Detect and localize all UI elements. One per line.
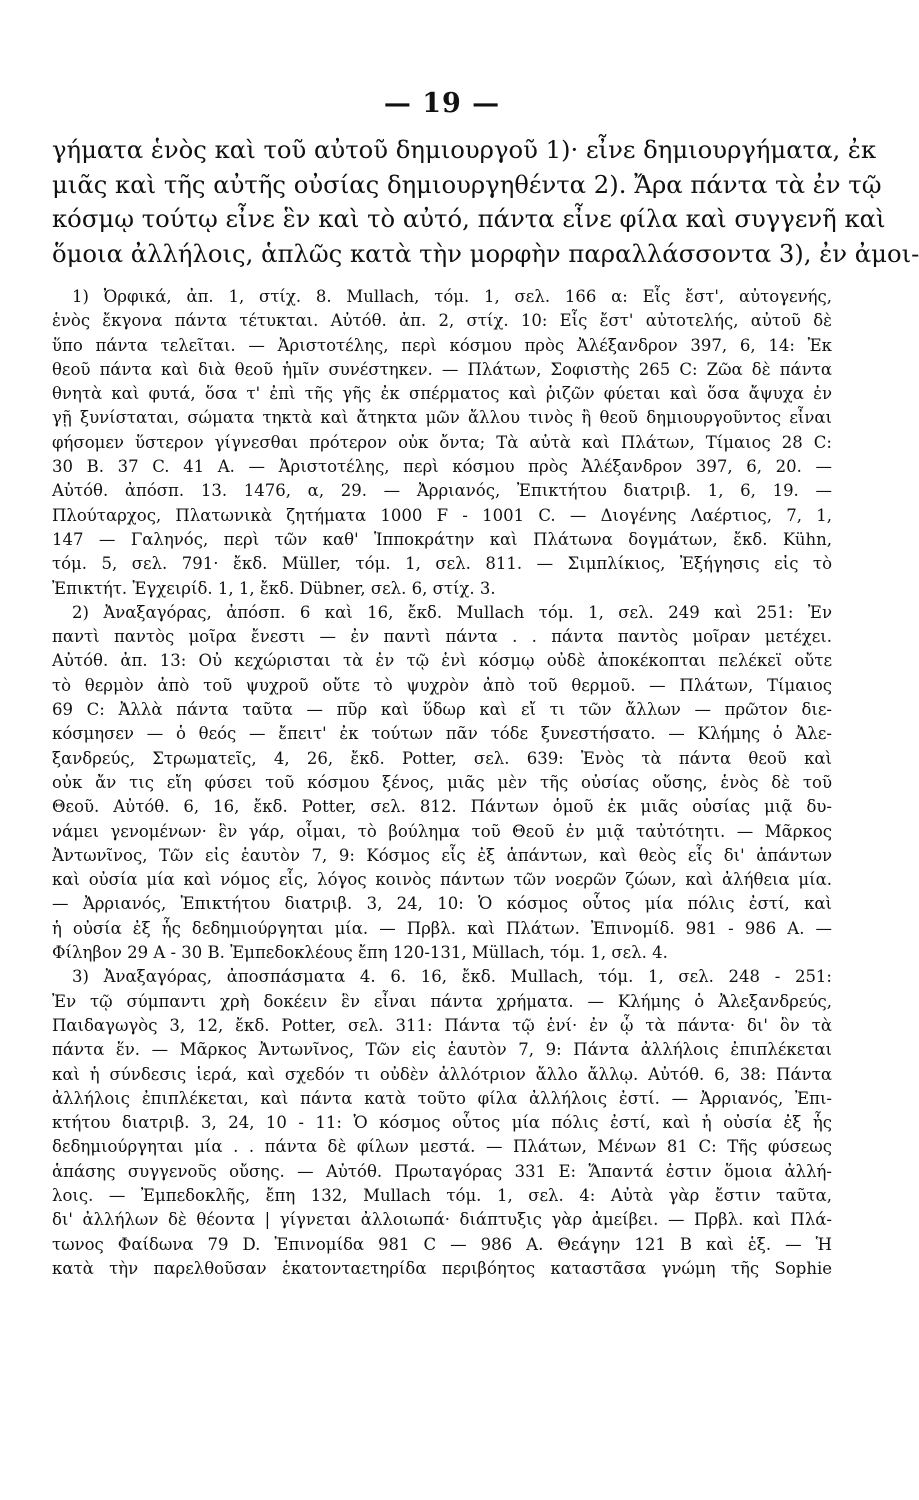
footnote-start-line: 3) Ἀναξαγόρας, ἀποσπάσματα 4. 6. 16, ἔκδ. Mullach, τόμ. 1, σελ. 248 - 251: (72, 967, 832, 987)
footnote-line: πάντα ἕν. — Μᾶρκος Ἀντωνῖνος, Τῶν εἰς ἑαυτὸν 7, 9: Πάντα ἀλλήλοις ἐπιπλέκεται (52, 1040, 832, 1060)
footnote-line: κατὰ τὴν παρελθοῦσαν ἑκατονταετηρίδα περιβόητος καταστᾶσα γνώμη τῆς Sophie (52, 1258, 832, 1278)
page-number: — 19 — (383, 88, 501, 119)
footnote-line: κτήτου διατριβ. 3, 24, 10 - 11: Ὁ κόσμος οὗτος μία πόλις ἐστί, καὶ ἡ οὐσία ἐξ ἧς (52, 1113, 832, 1133)
footnote-line: τόμ. 5, σελ. 791· ἔκδ. Müller, τόμ. 1, σελ. 811. — Σιμπλίκιος, Ἐξήγησις εἰς τὸ (52, 554, 832, 574)
footnote-line: — Ἀρριανός, Ἐπικτήτου διατριβ. 3, 24, 10: Ὁ κόσμος οὗτος μία πόλις ἐστί, καὶ (52, 894, 832, 914)
footnote-line: ἡ οὐσία ἐξ ἧς δεδημιούργηται μία. — Πρβλ. καὶ Πλάτων. Ἐπινομίδ. 981 - 986 A. — (52, 918, 832, 938)
footnote-line: λοις. — Ἐμπεδοκλῆς, ἔπη 132, Mullach τόμ. 1, σελ. 4: Αὐτὰ γὰρ ἔστιν ταῦτα, (52, 1185, 832, 1205)
text-line: μιᾶς καὶ τῆς αὐτῆς οὐσίας δημιουργηθέντα 2). Ἄρα πάντα τὰ ἐν τῷ (52, 169, 882, 199)
footnote-line: ἑνὸς ἔκγονα πάντα τέτυκται. Αὐτόθ. ἀπ. 2, στίχ. 10: Εἷς ἔστ' αὐτοτελής, αὐτοῦ δὲ (52, 311, 832, 331)
footnote-line: Θεοῦ. Αὐτόθ. 6, 16, ἔκδ. Potter, σελ. 812. Πάντων ὁμοῦ ἐκ μιᾶς οὐσίας μιᾷ δυ- (52, 797, 832, 817)
footnote-line: τωνος Φαίδωνα 79 D. Ἐπινομίδα 981 C — 986 A. Θεάγην 121 B καὶ ἑξ. — Ἡ (52, 1234, 832, 1254)
footnote-line: ἀλλήλοις ἐπιπλέκεται, καὶ πάντα κατὰ τοῦτο φίλα ἀλλήλοις ἐστί. — Ἀρριανός, Ἐπι- (52, 1088, 832, 1108)
footnote-line: γῇ ξυνίσταται, σώματα τηκτὰ καὶ ἄτηκτα μῶν ἄλλου τινὸς ἢ θεοῦ δημιουργοῦντος εἶναι (52, 408, 832, 428)
footnote-line: θνητὰ καὶ φυτά, ὅσα τ' ἐπὶ τῆς γῆς ἐκ σπέρματος καὶ ῥιζῶν φύεται καὶ ὅσα ἄψυχα ἐν (52, 384, 832, 404)
footnote-line: Παιδαγωγὸς 3, 12, ἔκδ. Potter, σελ. 311: Πάντα τῷ ἑνί· ἐν ᾧ τὰ πάντα· δι' ὃν τὰ (52, 1015, 832, 1035)
footnote-line: Αὐτόθ. ἀπ. 13: Οὐ κεχώρισται τὰ ἐν τῷ ἑνὶ κόσμῳ οὐδὲ ἀποκέκοπται πελέκεϊ οὔτε (52, 651, 832, 671)
footnote-line: 30 B. 37 C. 41 A. — Ἀριστοτέλης, περὶ κόσμου πρὸς Ἀλέξανδρον 397, 6, 20. — (52, 457, 832, 477)
footnote-line: καὶ οὐσία μία καὶ νόμος εἷς, λόγος κοινὸς πάντων τῶν νοερῶν ζώων, καὶ ἀλήθεια μία. (52, 870, 832, 890)
footnote-start-line: 2) Ἀναξαγόρας, ἀπόσπ. 6 καὶ 16, ἔκδ. Mullach τόμ. 1, σελ. 249 καὶ 251: Ἐν (72, 602, 832, 622)
footnote-line: Φίληβον 29 A - 30 B. Ἐμπεδοκλέους ἔπη 120-131, Müllach, τόμ. 1, σελ. 4. (52, 943, 668, 963)
footnote-line: κόσμησεν — ὁ θεός — ἔπειτ' ἐκ τούτων πᾶν τόδε ξυνεστήσατο. — Κλήμης ὁ Ἀλε- (52, 724, 832, 744)
footnote-line: 69 C: Ἀλλὰ πάντα ταῦτα — πῦρ καὶ ὕδωρ καὶ εἴ τι τῶν ἄλλων — πρῶτον διε- (52, 700, 832, 720)
footnote-line: ἁπάσης συγγενοῦς οὔσης. — Αὐτόθ. Πρωταγόρας 331 E: Ἅπαντά ἐστιν ὅμοια ἀλλή- (52, 1161, 832, 1181)
footnote-line: δι' ἀλλήλων δὲ θέοντα | γίγνεται ἀλλοιωπά· διάπτυξις γὰρ ἀμείβει. — Πρβλ. καὶ Πλά- (52, 1210, 832, 1230)
footnote-line: Ἀντωνῖνος, Τῶν εἰς ἑαυτὸν 7, 9: Κόσμος εἷς ἐξ ἁπάντων, καὶ θεὸς εἷς δι' ἁπάντων (52, 845, 832, 865)
footnote-line: Αὐτόθ. ἀπόσπ. 13. 1476, α, 29. — Ἀρριανός, Ἐπικτήτου διατριβ. 1, 6, 19. — (52, 481, 832, 501)
footnote-line: τὸ θερμὸν ἀπὸ τοῦ ψυχροῦ οὔτε τὸ ψυχρὸν ἀπὸ τοῦ θερμοῦ. — Πλάτων, Τίμαιος (52, 675, 832, 695)
main-text (52, 133, 919, 271)
footnote-line: νάμει γενομένων· ἓν γάρ, οἶμαι, τὸ βούλημα τοῦ Θεοῦ ἐν μιᾷ ταὐτότητι. — Μᾶρκος (52, 821, 832, 841)
footnote-line: ὕπο πάντα τελεῖται. — Ἀριστοτέλης, περὶ κόσμου πρὸς Ἀλέξανδρον 397, 6, 14: Ἐκ (52, 335, 832, 355)
footnote-start-line: 1) Ὀρφικά, ἀπ. 1, στίχ. 8. Mullach, τόμ. 1, σελ. 166 α: Εἷς ἔστ', αὐτογενής, (72, 287, 832, 306)
footnote-line: Πλούταρχος, Πλατωνικὰ ζητήματα 1000 F - 1001 C. — Διογένης Λαέρτιος, 7, 1, (52, 505, 832, 525)
footnote-line: δεδημιούργηται μία . . πάντα δὲ φίλων μεστά. — Πλάτων, Μένων 81 C: Τῆς φύσεως (52, 1137, 832, 1157)
footnote-line: παντὶ παντὸς μοῖρα ἔνεστι — ἐν παντὶ πάντα . . πάντα παντὸς μοῖραν μετέχει. (52, 627, 832, 647)
text-line: ὅμοια ἀλλήλοις, ἁπλῶς κατὰ τὴν μορφὴν παραλλάσσοντα 3), ἐν ἀμοι- (52, 238, 919, 268)
footnote-line: φήσομεν ὕστερον γίγνεσθαι πρότερον οὐκ ὄντα; Τὰ αὐτὰ καὶ Πλάτων, Τίμαιος 28 C: (52, 432, 832, 452)
footnote-line: Ἐπικτήτ. Ἐγχειρίδ. 1, 1, ἔκδ. Dübner, σελ. 6, στίχ. 3. (52, 578, 496, 598)
footnote-line: ξανδρεύς, Στρωματεῖς, 4, 26, ἔκδ. Potter, σελ. 639: Ἑνὸς τὰ πάντα θεοῦ καὶ (52, 748, 832, 768)
footnote-line: 147 — Γαληνός, περὶ τῶν καθ' Ἱπποκράτην καὶ Πλάτωνα δογμάτων, ἔκδ. Kühn, (52, 529, 832, 549)
footnote-line: οὐκ ἄν τις εἴη φύσει τοῦ κόσμου ξένος, μιᾶς μὲν τῆς οὐσίας οὔσης, ἑνὸς δὲ τοῦ (52, 772, 832, 792)
footnotes (52, 285, 832, 1281)
footnote-line: καὶ ἡ σύνδεσις ἱερά, καὶ σχεδόν τι οὐδὲν ἀλλότριον ἄλλο ἄλλῳ. Αὐτόθ. 6, 38: Πάντα (52, 1064, 832, 1084)
text-line: γήματα ἑνὸς καὶ τοῦ αὐτοῦ δημιουργοῦ 1)· εἶνε δημιουργήματα, ἐκ (52, 135, 877, 164)
footnote-line: Ἐν τῷ σύμπαντι χρὴ δοκέειν ἓν εἶναι πάντα χρήματα. — Κλήμης ὁ Ἀλεξανδρεύς, (52, 991, 832, 1011)
text-line: κόσμῳ τούτῳ εἶνε ἓν καὶ τὸ αὐτό, πάντα εἶνε φίλα καὶ συγγενῆ καὶ (52, 204, 886, 233)
footnote-line: θεοῦ πάντα καὶ διὰ θεοῦ ἡμῖν συνέστηκεν. — Πλάτων, Σοφιστὴς 265 C: Ζῶα δὲ πάντα (52, 359, 832, 379)
